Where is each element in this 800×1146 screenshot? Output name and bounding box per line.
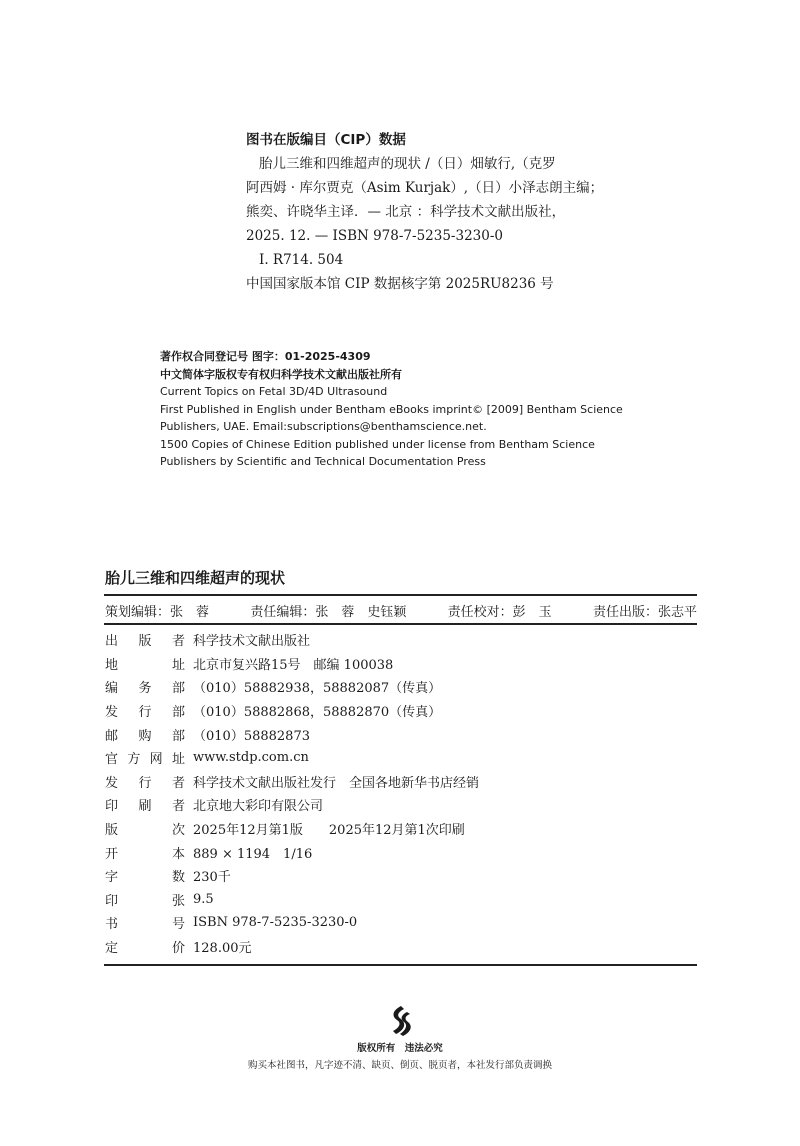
info-label-char: 出	[105, 634, 119, 650]
info-label-char: 字	[105, 870, 119, 886]
info-row	[105, 793, 697, 817]
copyright-block	[160, 348, 660, 471]
info-label-char: 部	[171, 728, 185, 744]
info-label	[105, 890, 185, 909]
info-label-char: 者	[171, 634, 185, 650]
info-value: 2025年12月第1版 2025年12月第1次印刷	[193, 823, 465, 839]
info-row	[105, 746, 697, 770]
editor-credit: 策划编辑：张 蓉	[105, 605, 210, 620]
info-value: 科学技术文献出版社发行 全国各地新华书店经销	[193, 775, 480, 791]
info-label-char: 者	[171, 775, 185, 791]
info-label-char: 数	[171, 870, 185, 886]
info-label-char: 次	[171, 823, 185, 839]
info-label-char: 印	[105, 893, 119, 909]
info-label-char: 刷	[138, 799, 152, 815]
rights-notice: 版权所有 违法必究	[357, 1043, 443, 1054]
info-value: 科学技术文献出版社	[193, 634, 311, 650]
info-label-char: 开	[105, 846, 119, 862]
info-label-char: 方	[127, 752, 141, 768]
info-label	[105, 677, 185, 696]
info-label	[105, 937, 185, 956]
info-label-char: 购	[138, 728, 152, 744]
info-label-char: 发	[105, 705, 119, 721]
info-label	[105, 701, 185, 720]
info-label-char: 址	[171, 657, 185, 673]
info-label-char: 发	[105, 775, 119, 791]
info-value: （010）58882873	[193, 728, 310, 744]
info-label-char: 邮	[105, 728, 119, 744]
info-label	[105, 843, 185, 862]
info-row	[105, 628, 697, 652]
book-title: 胎儿三维和四维超声的现状	[105, 569, 286, 587]
return-notice: 购买本社图书，凡字迹不清、缺页、倒页、脱页者，本社发行部负责调换	[247, 1060, 552, 1071]
info-value: www.stdp.com.cn	[193, 750, 309, 766]
info-label-char: 址	[171, 752, 185, 768]
info-row	[105, 817, 697, 841]
info-value: （010）58882868，58882870（传真）	[193, 705, 442, 721]
info-value: ISBN 978-7-5235-3230-0	[193, 915, 358, 931]
info-label-char: 价	[171, 941, 185, 957]
divider	[104, 623, 697, 625]
info-label	[105, 630, 185, 649]
divider	[104, 964, 697, 966]
copyright-line: First Published in English under Bentham eBooks imprint© [2009] Bentham Science	[160, 402, 623, 416]
info-value: 北京市复兴路15号 邮编 100038	[193, 657, 394, 673]
info-label-char: 编	[105, 681, 119, 697]
info-row	[105, 911, 697, 935]
info-value: 9.5	[193, 891, 214, 907]
info-row	[105, 888, 697, 912]
cip-line: 胎儿三维和四维超声的现状 /（日）畑敏行,（克罗	[259, 156, 556, 172]
info-value: （010）58882938，58882087（传真）	[193, 681, 442, 697]
info-label	[105, 795, 185, 814]
info-label-char: 部	[171, 681, 185, 697]
footer	[0, 1004, 800, 1071]
info-row	[105, 699, 697, 723]
info-label	[105, 819, 185, 838]
info-row	[105, 770, 697, 794]
info-label-char: 部	[171, 705, 185, 721]
info-value: 889 × 1194 1/16	[193, 846, 313, 862]
info-value: 128.00元	[193, 941, 252, 957]
info-label-char: 者	[171, 799, 185, 815]
info-label	[105, 725, 185, 744]
editors-row	[105, 601, 697, 620]
info-label-char: 官	[105, 752, 119, 768]
info-label-char: 定	[105, 941, 119, 957]
cip-line: 阿西姆 · 库尔贾克（Asim Kurjak）,（日）小泽志朗主编；	[246, 180, 604, 196]
cip-line: Ⅰ. R714. 504	[259, 252, 344, 268]
info-row	[105, 864, 697, 888]
copyright-line: Publishers, UAE. Email:subscriptions@benthamscience.net.	[160, 420, 487, 433]
cip-line: 中国国家版本馆 CIP 数据核字第 2025RU8236 号	[246, 276, 554, 292]
cip-line: 2025. 12. — ISBN 978-7-5235-3230-0	[246, 228, 504, 244]
info-label-char: 地	[105, 657, 119, 673]
info-label	[105, 748, 185, 767]
copyright-line: Publishers by Scientific and Technical Documentation Press	[160, 455, 486, 468]
info-row	[105, 722, 697, 746]
info-label-char: 行	[138, 775, 152, 791]
copyright-line: 1500 Copies of Chinese Edition published under license from Bentham Science	[160, 437, 595, 451]
info-label-char: 号	[171, 917, 185, 933]
info-value: 北京地大彩印有限公司	[193, 799, 324, 815]
info-label-char: 印	[105, 799, 119, 815]
info-label	[105, 772, 185, 791]
info-label-char: 版	[105, 823, 119, 839]
copyright-line: 著作权合同登记号 图字：01-2025-4309	[160, 350, 371, 363]
info-label-char: 张	[171, 893, 185, 909]
info-label-char: 书	[105, 917, 119, 933]
divider	[104, 594, 697, 596]
info-row	[105, 652, 697, 676]
copyright-line: 中文简体字版权专有权归科学技术文献出版社所有	[160, 367, 402, 381]
copyright-line: Current Topics on Fetal 3D/4D Ultrasound	[160, 385, 388, 398]
info-label-char: 网	[149, 752, 163, 768]
publication-info	[105, 628, 697, 958]
publisher-logo-icon	[385, 1004, 415, 1038]
info-row	[105, 675, 697, 699]
info-row	[105, 840, 697, 864]
editor-credit: 责任校对：彭 玉	[447, 605, 552, 620]
editor-credit: 责任编辑：张 蓉 史钰颖	[250, 605, 407, 620]
cip-block	[246, 128, 626, 296]
info-label-char: 务	[138, 681, 152, 697]
info-label	[105, 866, 185, 885]
editor-credit: 责任出版：张志平	[592, 605, 697, 620]
info-label	[105, 654, 185, 673]
cip-line: 熊奕、许晓华主译．— 北京 ：科学技术文献出版社，	[246, 204, 566, 220]
info-label-char: 版	[138, 634, 152, 650]
info-label	[105, 913, 185, 932]
cip-heading: 图书在版编目（CIP）数据	[246, 132, 406, 148]
info-row	[105, 935, 697, 959]
info-label-char: 行	[138, 705, 152, 721]
info-value: 230千	[193, 870, 231, 886]
info-label-char: 本	[171, 846, 185, 862]
